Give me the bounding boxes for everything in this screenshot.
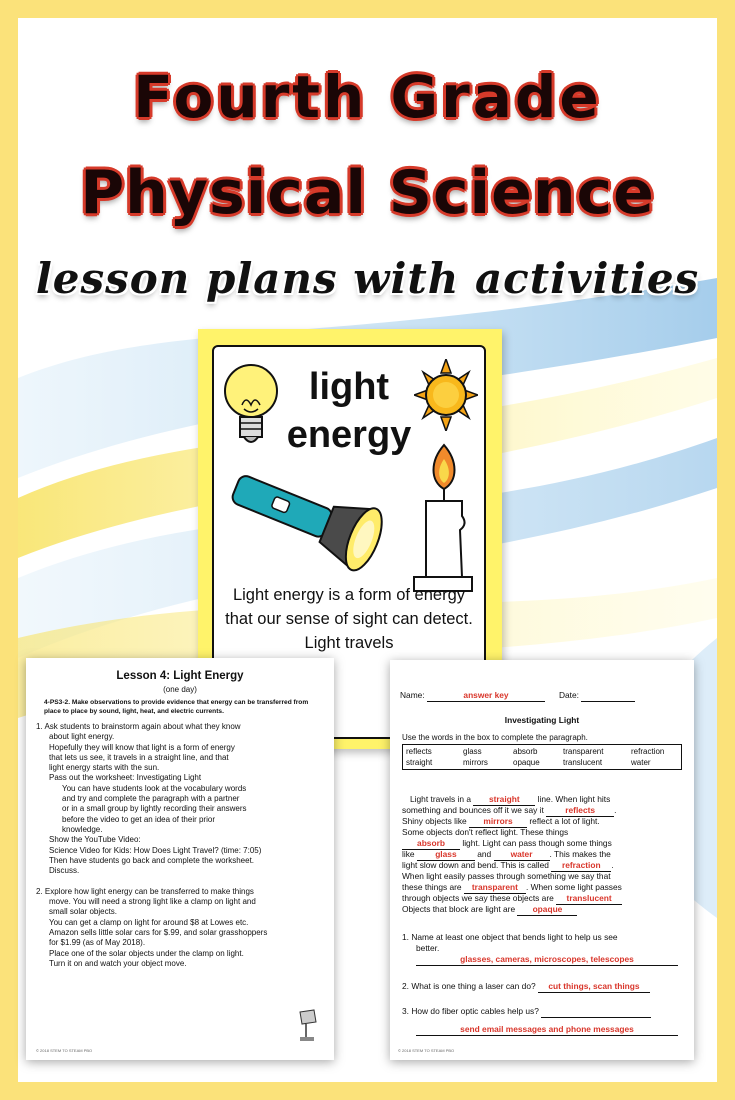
answer-blank: glasses, cameras, microscopes, telescopes <box>416 954 678 966</box>
question-3-answer <box>416 1024 678 1036</box>
answer-blank: straight <box>473 794 535 806</box>
para-line: light slow down and bend. This is called refraction . <box>402 860 614 870</box>
name-label: Name: <box>400 690 425 700</box>
lightbulb-icon <box>220 361 282 451</box>
lesson-line: for $1.99 (as of May 2018). <box>49 938 146 948</box>
lesson-line: You can have students look at the vocabulary words <box>62 783 247 793</box>
lesson-line: You can get a clamp on light for around $8 at Lowes etc. <box>49 917 249 927</box>
poster-title-line-1: light <box>308 366 390 408</box>
para-text: Light travels in a <box>410 794 471 804</box>
lesson-line: move. You will need a strong light like a clamp on light and <box>49 897 256 907</box>
para-text: light. Light can pass though some things <box>462 838 612 848</box>
word-bank-item: opaque <box>513 758 540 767</box>
word-bank <box>402 744 682 770</box>
lesson-line: Pass out the worksheet: Investigating Light <box>49 773 202 783</box>
word-bank-item: glass <box>463 747 482 756</box>
answer-blank: translucent <box>556 893 622 905</box>
worksheet-instructions: Use the words in the box to complete the paragraph. <box>402 733 588 742</box>
lesson-duration: (one day) <box>163 685 197 694</box>
poster-description: Light energy is a form of energy that our sense of sight can detect. Light travels <box>225 586 473 652</box>
worksheet-sheet <box>390 660 694 1060</box>
para-text: these things are <box>402 882 462 892</box>
lesson-line: Amazon sells little solar cars for $.99, and solar grasshoppers <box>49 927 268 937</box>
name-value: answer key <box>427 690 545 702</box>
word-bank-item: water <box>631 758 651 767</box>
para-text: something and bounces off it we say it <box>402 805 544 815</box>
lesson-line: and try and complete the paragraph with a partner <box>62 794 240 804</box>
answer-blank: glass <box>417 849 475 861</box>
word-bank-item: transparent <box>563 747 604 756</box>
question-number: 1. <box>402 932 409 942</box>
answer-blank: transparent <box>464 882 526 894</box>
lesson-line: Place one of the solar objects under the clamp on light. <box>49 948 244 958</box>
lesson-line <box>36 876 326 886</box>
answer-blank: refraction <box>551 860 611 872</box>
answer-blank: opaque <box>517 904 577 916</box>
answer-blank: water <box>494 849 550 861</box>
para-text: line. When light hits <box>537 794 611 804</box>
para-text: . This makes the <box>549 849 611 859</box>
lesson-line: Then have students go back and complete the worksheet. <box>49 855 255 865</box>
lesson-line: before the video to get an idea of their prior <box>62 814 215 824</box>
title-line-2: Physical Science <box>80 158 655 228</box>
word-bank-item: absorb <box>513 747 538 756</box>
word-bank-item: translucent <box>563 758 603 767</box>
para-text: through objects we say these objects are <box>402 893 554 903</box>
answer-blank <box>541 1006 651 1018</box>
lesson-line: that lets us see, it travels in a straight line, and that <box>49 752 229 762</box>
question-3 <box>402 1006 651 1018</box>
para-text: . When some light passes <box>525 882 622 892</box>
word-bank-item: mirrors <box>463 758 488 767</box>
answer-blank: mirrors <box>469 816 527 828</box>
question-2 <box>402 981 650 993</box>
question-number: 2. <box>402 981 409 991</box>
lesson-line: Discuss. <box>49 866 80 876</box>
para-text: like <box>402 849 415 859</box>
lesson-title: Lesson 4: Light Energy <box>116 670 244 682</box>
question-text: What is one thing a laser can do? <box>411 981 536 991</box>
question-text: Name at least one object that bends light to help us see <box>411 932 618 942</box>
lesson-line: light energy starts with the sun. <box>49 763 160 773</box>
date-label: Date: <box>558 690 579 700</box>
question-text: How do fiber optic cables help us? <box>411 1006 539 1016</box>
lesson-body <box>36 722 326 969</box>
lesson-plan-sheet <box>26 658 334 1060</box>
question-number: 3. <box>402 1006 409 1016</box>
para-line <box>402 904 577 916</box>
para-text: Shiny objects like <box>402 816 467 826</box>
lesson-line: Science Video for Kids: How Does Light Travel? (time: 7:05) <box>49 845 262 855</box>
para-line: something and bounces off it we say it reflects . <box>402 805 617 815</box>
word-bank-item: refraction <box>631 747 665 756</box>
para-line: When light easily passes through something we say that <box>402 871 611 881</box>
worksheet-title: Investigating Light <box>504 715 580 725</box>
answer-blank: absorb <box>402 838 460 850</box>
para-text: and <box>477 849 492 859</box>
lesson-standard: 4-PS3-2. Make observations to provide evidence that energy can be transferred from place to place by sound, light, heat, and electric currents. <box>44 699 309 715</box>
word-bank-item: straight <box>406 758 433 767</box>
lesson-line: 2. Explore how light energy can be transferred to make things <box>36 886 254 896</box>
lesson-footer: © 2018 STEM TO STEAM PBO <box>36 1048 93 1053</box>
lesson-line: or in a small group by lightly recording their answers <box>62 804 247 814</box>
worksheet-footer: © 2018 STEM TO STEAM PBO <box>398 1048 455 1053</box>
lesson-line: knowledge. <box>62 824 103 834</box>
date-blank <box>581 690 635 702</box>
subtitle: lesson plans with activities <box>35 254 700 303</box>
sun-icon <box>414 359 478 431</box>
answer-blank: cut things, scan things <box>538 981 650 993</box>
poster-title-line-2: energy <box>286 414 412 456</box>
title-line-1: Fourth Grade <box>133 63 602 131</box>
para-line: Some objects don't reflect light. These things <box>402 827 569 837</box>
para-text: Objects that block are light are <box>402 904 516 914</box>
answer-blank: reflects <box>546 805 614 817</box>
flashlight-icon <box>220 473 398 573</box>
lesson-line: small solar objects. <box>49 907 118 917</box>
lesson-line: Turn it on and watch your object move. <box>49 958 187 968</box>
para-text: light slow down and bend. This is called <box>402 860 549 870</box>
para-text: reflect a lot of light. <box>529 816 600 826</box>
candle-icon <box>410 441 476 601</box>
lesson-line: about light energy. <box>49 732 115 742</box>
question-1-answer <box>416 954 678 966</box>
question-1 <box>402 932 618 943</box>
lesson-line: Show the YouTube Video: <box>49 835 141 845</box>
answer-blank: send email messages and phone messages <box>416 1024 678 1036</box>
name-row <box>400 690 635 702</box>
lesson-line: 1. Ask students to brainstorm again about what they know <box>36 722 241 731</box>
word-bank-item: reflects <box>406 747 432 756</box>
question-1-cont: better. <box>416 943 440 953</box>
clamp-lamp-icon <box>296 1008 318 1042</box>
lesson-line: Hopefully they will know that light is a form of energy <box>49 742 235 752</box>
